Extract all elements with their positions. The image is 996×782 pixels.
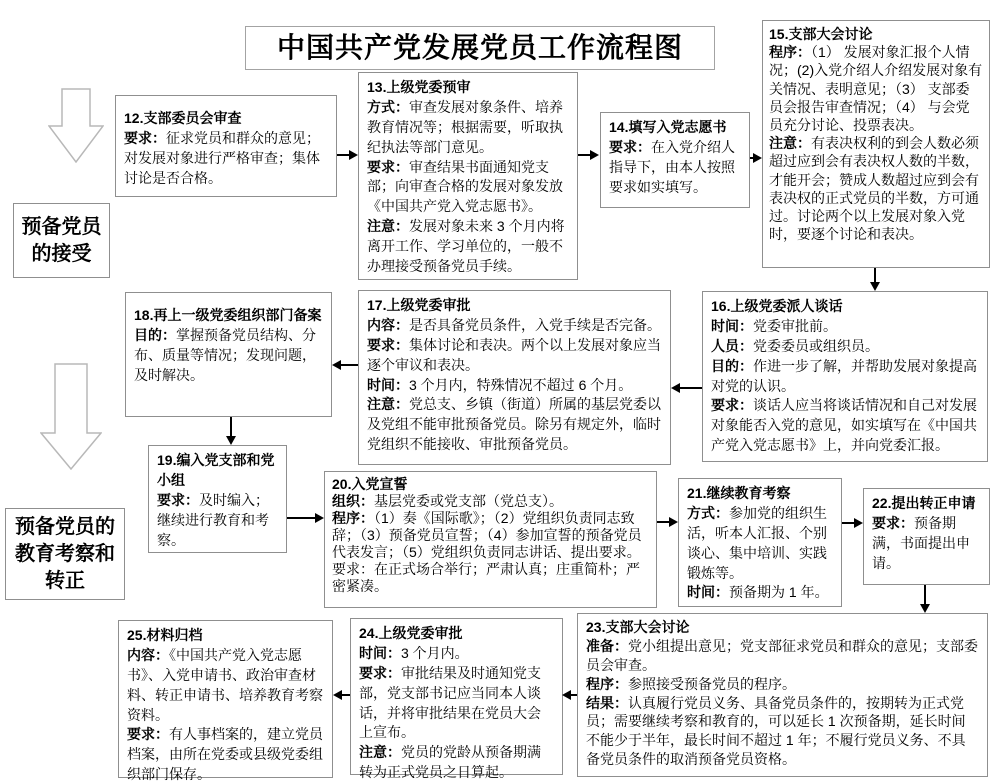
box-title: 20.入党宣誓 [332,476,408,492]
box-title: 25.材料归档 [127,627,203,643]
flow-box-25-archive-materials [118,620,333,782]
box-body: 目的：掌握预备党员结构、分布、质量等情况；发现问题，及时解决。 [134,326,316,383]
flow-box-14-fill-application [600,112,750,208]
box-body: 时间：党委审批前。 人员：党委委员或组织员。 目的：作进一步了解，并帮助发展对象提高对党的认识。 要求：谈话人应当将谈话情况和自己对发展对象能否入党的意见，如实填写在《中国共产党入党志愿书》上，并向党委汇报。 [711,317,977,454]
stage-label-line: 预备党员的 [15,515,115,538]
stage-label-line: 教育考察和 [15,542,115,565]
box-title: 21.继续教育考察 [687,485,791,501]
box-body: 内容：是否具备党员条件，入党手续是否完备。 要求：集体讨论和表决。两个以上发展对象应当逐个审议和表决。 时间：3 个月内，特殊情况不超过 6 个月。 注意：党总支、乡镇（街道）所属的基层党委以及党组不能审批预备党员。除另有规定外，临时党组织不能接收、审批预备党员。 [367,316,661,453]
box-title: 15.支部大会讨论 [769,26,873,42]
flow-box-12-committee-review [115,95,337,197]
stage1-block-arrow-down-icon [48,88,104,163]
box-body: 要求：及时编入；继续进行教育和考察。 [157,491,269,548]
box-body: 要求：征求党员和群众的意见；对发展对象进行严格审查；集体讨论是否合格。 [124,129,320,186]
flow-box-23-branch-meeting-discussion [577,613,988,777]
box-title: 24.上级党委审批 [359,625,463,641]
box-body: 组织：基层党委或党支部（党总支）。 程序：（1）奏《国际歌》；（2）党组织负责同志致辞；（3）预备党员宣誓；（4）参加宣誓的预备党员代表发言；（5）党组织负责同志讲话、提出要求。 要求：在正式场合举行；严肃认真；庄重简朴；严密紧凑。 [332,493,642,595]
box-title: 12.支部委员会审查 [124,110,242,126]
stage-label-education-transfer [5,508,125,600]
box-title: 16.上级党委派人谈话 [711,298,843,314]
stage2-block-arrow-down-icon [40,363,102,470]
page-title: 中国共产党发展党员工作流程图 [245,26,715,70]
box-title: 14.填写入党志愿书 [609,119,727,135]
flow-box-17-committee-approval [358,290,671,465]
flow-box-20-oath [324,471,657,608]
box-title: 18.再上一级党委组织部门备案 [134,307,322,323]
box-body: 内容：《中国共产党入党志愿书》、入党申请书、政治审查材料、转正申请书、培养教育考察资料。 要求：有人事档案的，建立党员档案，由所在党委或县级党委组织部门保存。 [127,646,323,782]
box-body: 时间：3 个月内。 要求：审批结果及时通知党支部，党支部书记应当同本人谈话，并将审批结果在党员大会上宣布。 注意：党员的党龄从预备期满转为正式党员之日算起。 [359,644,541,781]
box-body: 要求：预备期满，书面提出申请。 [872,514,970,571]
box-title: 23.支部大会讨论 [586,619,690,635]
flow-box-16-committee-talk [702,291,988,462]
box-body: 准备：党小组提出意见；党支部征求党员和群众的意见；支部委员会审查。 程序：参照接受预备党员的程序。 结果：认真履行党员义务、具备党员条件的，按期转为正式党员；需要继续考察和教育的，可以延长 1 次预备期，延长时间不能少于半年，最长时间不超过 1 年；不履行党员义务、不具备党员条件的取消预备党员资格。 [586,637,978,768]
box-title: 22.提出转正申请 [872,495,976,511]
flow-box-13-pre-review [358,72,578,280]
box-title: 17.上级党委审批 [367,297,471,313]
stage-label-line: 预备党员 [21,215,102,238]
flow-box-21-continued-education [678,478,842,607]
box-title: 13.上级党委预审 [367,79,471,95]
box-body: 方式：审查发展对象条件、培养教育情况等；根据需要，听取执纪执法等部门意见。 要求：审查结果书面通知党支部；向审查合格的发展对象发放《中国共产党入党志愿书》。 注意：发展对象未来 3 个月内将离开工作、学习单位的，一般不办理接受预备党员手续。 [367,98,565,274]
flow-box-22-transfer-application [863,488,990,585]
box-body: 程序：（1） 发展对象汇报个人情况；(2)入党介绍人介绍发展对象有关情况、表明意见；（3） 支部委员会报告审查情况；（4） 与会党员充分讨论、投票表决。 注意：有表决权利的到会人数必须超过应到会有表决权人数的半数，才能开会；赞成人数超过应到会有表决权的正式党员的半数，方可通过。讨论两个以上发展对象入党时，要逐个讨论和表决。 [769,44,983,243]
flow-box-19-assign-branch [148,445,287,553]
stage-label-line: 转正 [45,569,85,592]
box-title: 19.编入党支部和党小组 [157,452,275,488]
flow-box-18-record-filing [125,292,332,417]
flow-box-15-branch-meeting [762,20,990,268]
box-body: 方式：参加党的组织生活，听本人汇报、个别谈心、集中培训、实践锻炼等。 时间：预备期为 1 年。 [687,504,829,601]
stage-label-acceptance [13,203,110,278]
flow-box-24-final-approval [350,618,563,781]
stage-label-line: 的接受 [31,242,92,265]
box-body: 要求：在入党介绍人指导下，由本人按照要求如实填写。 [609,138,735,195]
